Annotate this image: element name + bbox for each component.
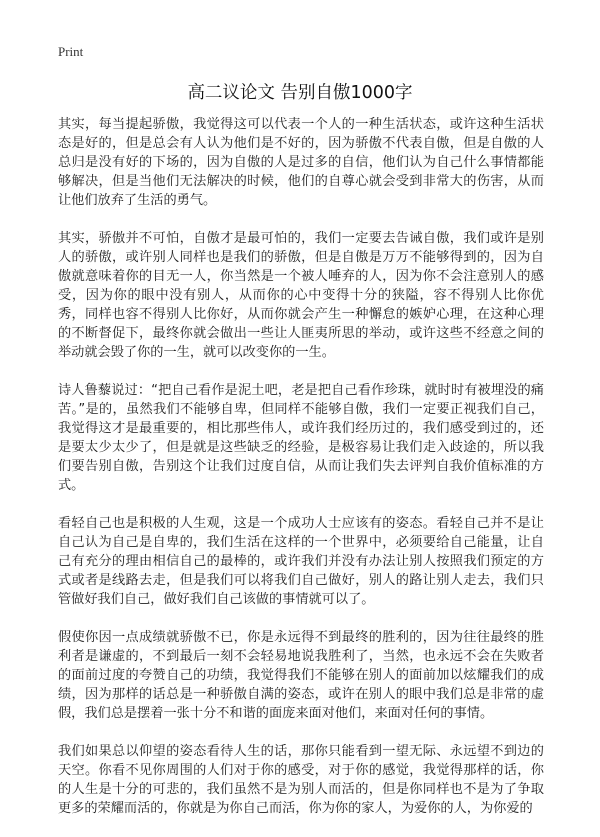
paragraph-4: 看轻自己也是积极的人生观，这是一个成功人士应该有的姿态。看轻自己并不是让自己认为自己是自卑的，我们生活在这样的一个世界中，必须要给自己能量，让自己有充分的理由相信自己的最棒的，或许我们并没有办法让别人按照我们预定的方式或者是线路去走，但是我们可以将我们自己做好，别人的路让别人走去，我们只管做好我们自己，做好我们自己该做的事情就可以了。 [58,516,544,607]
document-body [58,115,544,837]
paragraph-5: 假使你因一点成绩就骄傲不已，你是永远得不到最终的胜利的，因为往往最终的胜利者是谦虚的，不到最后一刻不会轻易地说我胜利了，当然，也永远不会在失败者的面前过度的夸赞自己的功绩，我觉得我们不能够在别人的面前加以炫耀我们的成绩，因为那样的话总是一种骄傲自满的姿态，或许在别人的眼中我们总是非常的虚假，我们总是摆着一张十分不和谐的面庞来面对他们，来面对任何的事情。 [58,630,544,721]
print-link[interactable]: Print [58,44,84,59]
paragraph-3: 诗人鲁藜说过：“把自己看作是泥土吧，老是把自己看作珍珠，就时时有被埋没的痛苦。”是的，虽然我们不能够自卑，但同样不能够自傲，我们一定要正视我们自己，我觉得这才是最重要的，相比那些伟人，或许我们经历过的，我们感受到过的，还是要太少太少了，但是就是这些缺乏的经验，是极容易让我们走入歧途的，所以我们要告别自傲，告别这个让我们过度自信，从而让我们失去评判自我价值标准的方式。 [58,383,544,493]
paragraph-2: 其实，骄傲并不可怕，自傲才是最可怕的，我们一定要去告诫自傲，我们或许是别人的骄傲，或许别人同样也是我们的骄傲，但是自傲是万万不能够得到的，因为自傲就意味着你的目无一人，你当然是一个被人唾弃的人，因为你不会注意别人的感受，因为你的眼中没有别人，从而你的心中变得十分的狭隘，容不得别人比你优秀，同样也容不得别人比你好，从而你就会产生一种懈怠的嫉妒心理，在这种心理的不断督促下，最终你就会做出一些让人匪夷所思的举动，或许这些不经意之间的举动就会毁了你的一生，就可以改变你的一生。 [58,231,544,360]
paragraph-6: 我们如果总以仰望的姿态看待人生的话，那你只能看到一望无际、永远望不到边的天空。你看不见你周围的人们对于你的感受，对于你的感觉，我觉得那样的话，你的人生是十分的可悲的，我们虽然不是为别人而活的，但是你同样也不是为了争取更多的荣耀而活的，你就是为你自己而活，你为你的家人，为爱你的人，为你爱的 [58,744,544,816]
document-title: 高二议论文 告别自傲1000字 [187,83,413,103]
paragraph-1: 其实，每当提起骄傲，我觉得这可以代表一个人的一种生活状态，或许这种生活状态是好的，但是总会有人认为他们是不好的，因为骄傲不代表自傲，但是自傲的人总归是没有好的下场的，因为自傲的人是过多的自信，他们认为自己什么事情都能够解决，但是当他们无法解决的时候，他们的自尊心就会受到非常大的伤害，从而让他们放弃了生活的勇气。 [58,117,544,208]
